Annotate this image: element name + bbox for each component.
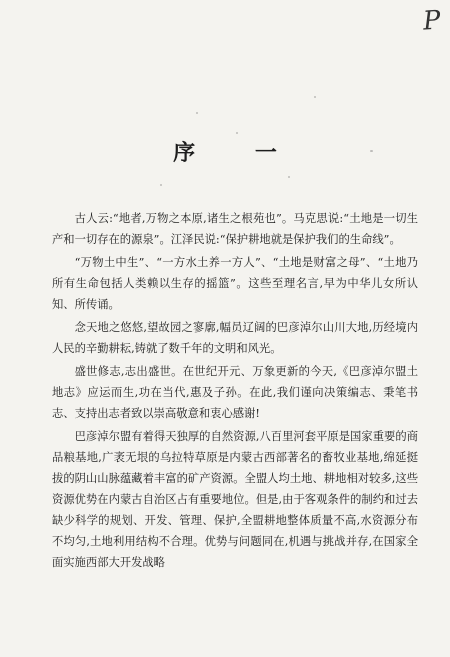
- paragraph: 巴彦淖尔盟有着得天独厚的自然资源,八百里河套平原是国家重要的商品粮基地,广袤无垠的乌拉特草原是内蒙古西部著名的畜牧业基地,绵延挺拔的阴山山脉蕴藏着丰富的矿产资源。全盟人均土地、耕地相对较多,这些资源优势在内蒙古自治区占有重要地位。但是,由于客观条件的制约和过去缺少科学的规划、开发、管理、保护,全盟耕地整体质量不高,水资源分布不均匀,土地利用结构不合理。优势与问题同在,机遇与挑战并存,在国家全面实施西部大开发战略: [52, 430, 418, 569]
- paragraph: 盛世修志,志出盛世。在世纪开元、万象更新的今天,《巴彦淖尔盟土地志》应运而生,功在当代,惠及子孙。在此,我们谨向决策编志、秉笔书志、支持出志者致以崇高敬意和衷心感谢!: [52, 365, 418, 420]
- paragraph: 古人云:“地者,万物之本原,诸生之根苑也”。马克思说:“土地是一切生产和一切存在的源泉”。江泽民说:“保护耕地就是保护我们的生命线”。: [52, 212, 418, 246]
- scan-speckle: [160, 184, 162, 186]
- scan-speckle: [196, 112, 198, 114]
- paragraph: “万物土中生”、“一方水土养一方人”、“土地是财富之母”、“土地乃所有生命包括人类赖以生存的摇篮”。这些至理名言,早为中华儿女所认知、所传诵。: [52, 256, 418, 311]
- scan-speckle: [288, 176, 290, 178]
- handwritten-page-mark: P: [421, 5, 442, 37]
- page-title: 序 一: [173, 140, 303, 166]
- scan-speckle: [370, 150, 373, 152]
- paragraph: 念天地之悠悠,望故园之寥廓,幅员辽阔的巴彦淖尔山川大地,历经境内人民的辛勤耕耘,铸就了数千年的文明和风光。: [52, 321, 418, 355]
- scan-speckle: [314, 96, 316, 98]
- scan-speckle: [236, 132, 238, 134]
- body-text: [52, 208, 418, 575]
